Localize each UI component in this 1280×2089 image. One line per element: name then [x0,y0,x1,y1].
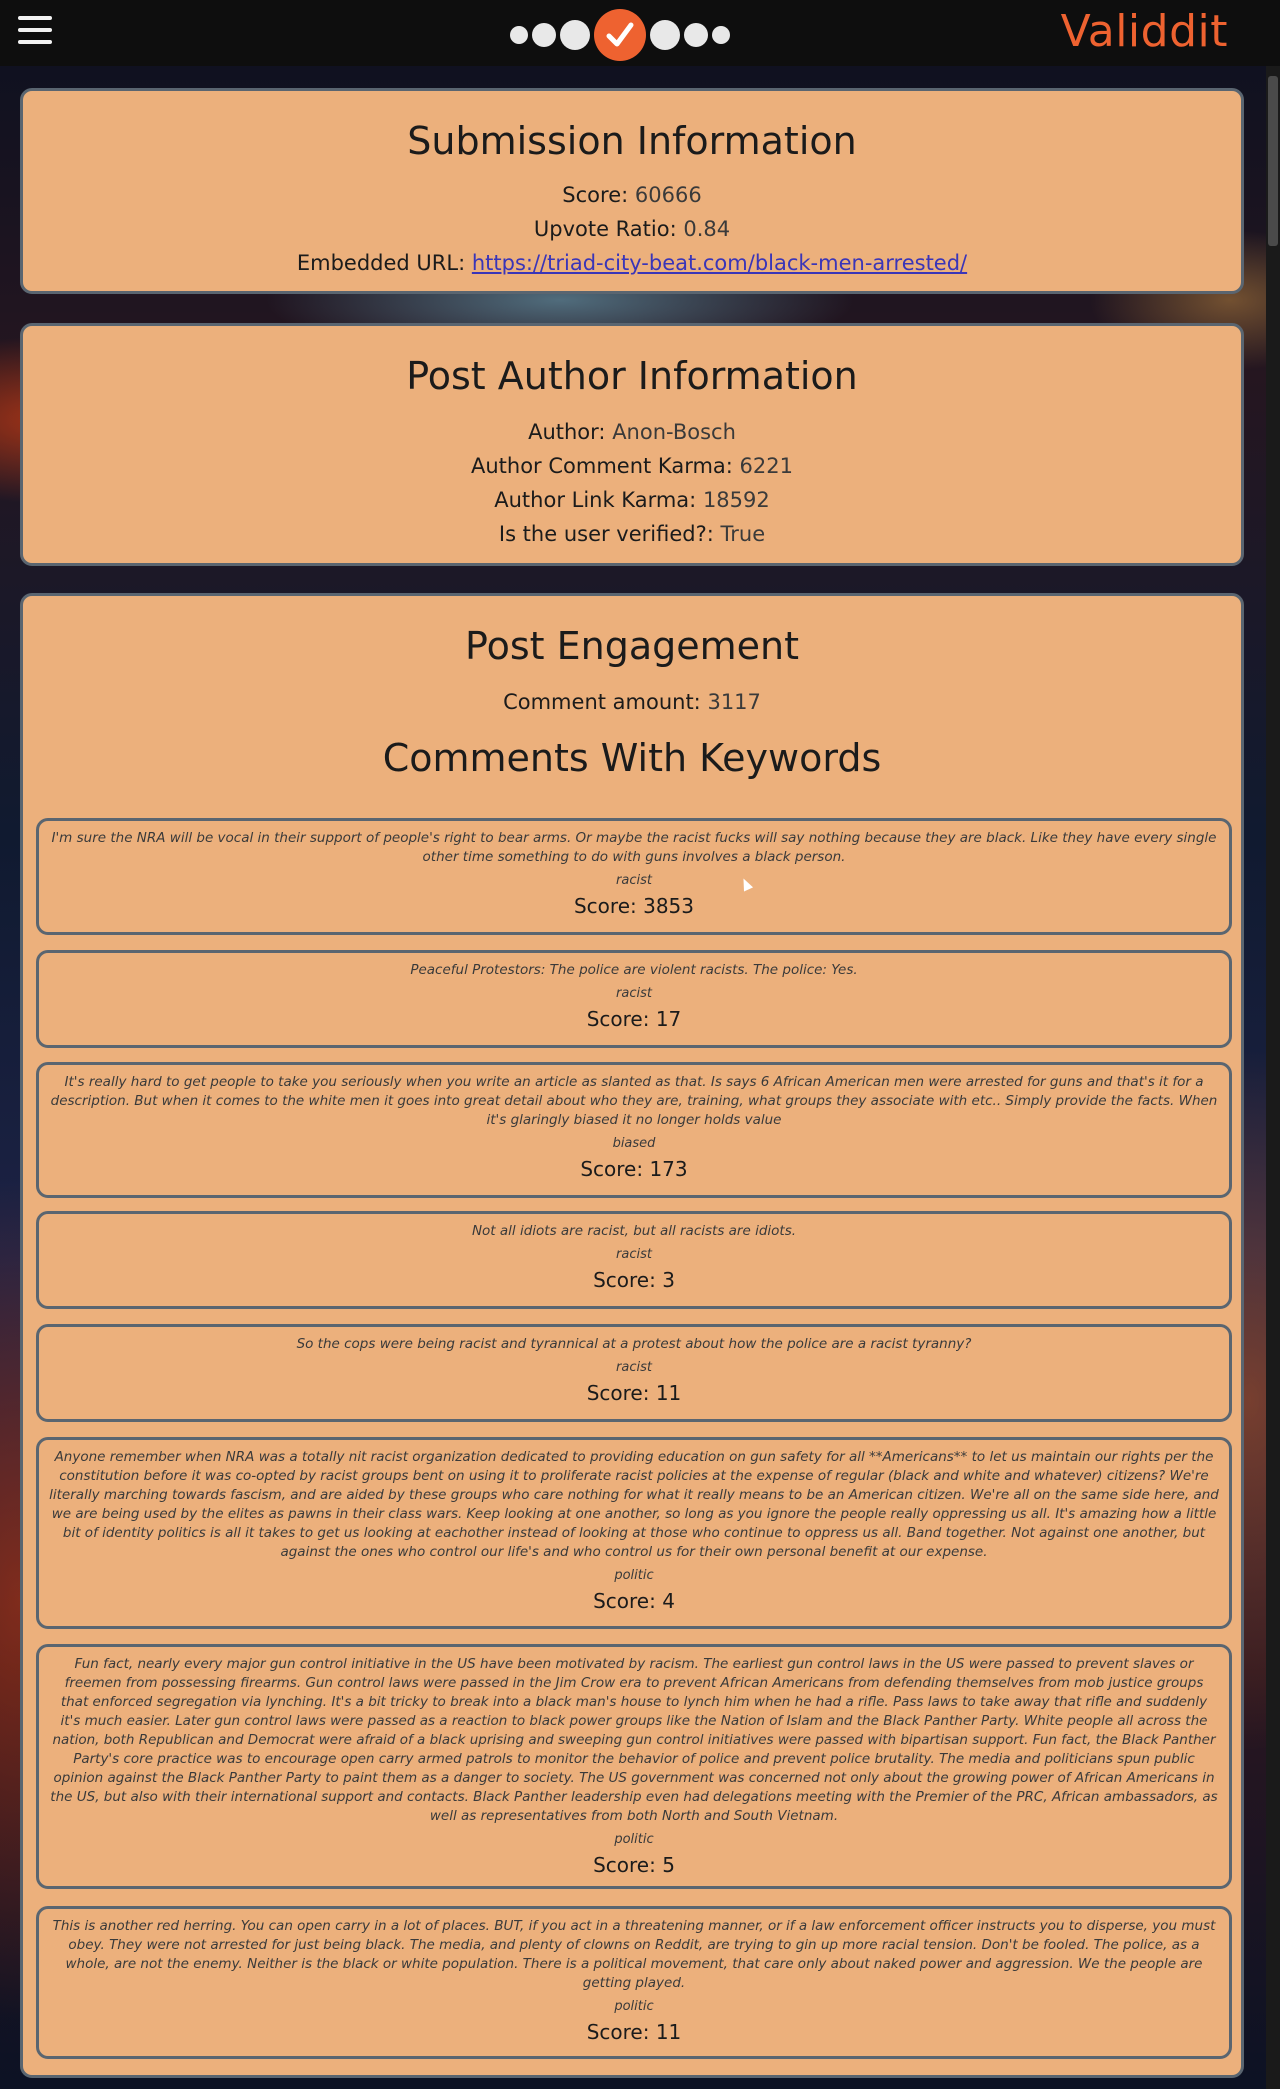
comment-score: Score: 173 [580,1157,688,1181]
comment-card [36,1324,1232,1422]
logo-dot [712,26,730,44]
embedded-url-line [23,251,1241,275]
comment-amount-line [23,690,1241,714]
submission-info-card [20,88,1244,294]
link-karma-value: 18592 [702,488,770,512]
upvote-ratio-label: Upvote Ratio: [533,217,677,241]
page-scrollbar[interactable] [1266,66,1280,2089]
logo-dot [684,23,708,47]
brand-name[interactable]: Validdit [1060,6,1228,57]
comment-keyword: politic [614,1999,654,2014]
comment-card [36,1906,1232,2059]
comment-score: Score: 3 [593,1268,675,1292]
comment-karma-value: 6221 [739,454,793,478]
comment-card [36,1211,1232,1309]
verified-label: Is the user verified?: [498,522,714,546]
score-value: 60666 [634,183,702,207]
comment-text: It's really hard to get people to take you seriously when you write an article as slanted as that. Is says 6 African American men were arrested for guns and that's it for a description. But when it comes to the white men it goes into great detail about who they are, training, what groups they associate with etc.. Simply provide the facts. When it's glaringly biased it no longer holds value [50,1074,1218,1128]
comment-text: Not all idiots are racist, but all racists are idiots. [471,1223,797,1239]
upvote-ratio-value: 0.84 [683,217,731,241]
comment-card [36,1644,1232,1889]
comment-score: Score: 17 [586,1007,682,1031]
comment-score: Score: 11 [586,2020,682,2044]
logo-dot [650,20,680,50]
verified-value: True [720,522,766,546]
upvote-ratio-line [23,217,1241,241]
post-engagement-title: Post Engagement [465,624,799,668]
comment-score: Score: 5 [593,1853,675,1877]
logo-dot [510,26,528,44]
comment-keyword: biased [612,1136,656,1151]
comment-keyword: politic [614,1832,654,1847]
top-navbar [0,0,1280,66]
comment-score: Score: 3853 [573,894,694,918]
author-info-title: Post Author Information [406,354,858,398]
comment-text: Peaceful Protestors: The police are violent racists. The police: Yes. [410,962,858,978]
comment-keyword: politic [614,1568,654,1583]
comment-keyword: racist [616,986,652,1001]
verified-line [23,522,1241,546]
comment-amount-label: Comment amount: [503,690,701,714]
comment-karma-line [23,454,1241,478]
link-karma-label: Author Link Karma: [494,488,697,512]
comment-score: Score: 4 [593,1589,675,1613]
scrollbar-thumb[interactable] [1268,76,1278,246]
comment-text: Fun fact, nearly every major gun control initiative in the US have been motivated by racism. The earliest gun control laws in the US were passed to prevent slaves or freemen from possessing firearms. Gun control laws were passed in the Jim Crow era to prevent African Americans from defending themselves from mob justice groups that enforced segregation via lynching. It's a bit tricky to break into a black man's house to lynch him when he had a rifle. Pass laws to take away that rifle and suddenly it's much easier. Later gun control laws were passed as a reaction to black power groups like the Nation of Islam and the Black Panther Party. White people all across the nation, both Republican and Democrat were afraid of a black uprising and sweeping gun control initiatives were passed with bipartisan support. Fun fact, the Black Panther Party's core practice was to encourage open carry armed patrols to monitor the behavior of police and prevent police brutality. The media and politicians spun public opinion against the Black Panther Party to paint them as a danger to society. The US government was concerned not only about the growing power of African Americans in the US, but also with their international support and contacts. Black Panther leadership even had delegations meeting with the Premier of the PRC, African ambassadors, as well as representatives from both North and South Vietnam. [50,1656,1218,1824]
score-label: Score: [562,183,629,207]
embedded-url-link[interactable]: https://triad-city-beat.com/black-men-arrested/ [471,251,968,275]
author-line [23,420,1241,444]
embedded-url-label: Embedded URL: [296,251,466,275]
comment-karma-label: Author Comment Karma: [470,454,733,478]
comments-with-keywords-title: Comments With Keywords [382,736,882,780]
author-info-card [20,323,1244,566]
comment-keyword: racist [616,873,652,888]
hamburger-menu-icon[interactable] [18,16,52,48]
comment-amount-value: 3117 [707,690,761,714]
logo-dot [560,20,590,50]
comment-card [36,1437,1232,1629]
score-line [23,183,1241,207]
comment-card [36,950,1232,1048]
logo-mark [510,9,734,61]
link-karma-line [23,488,1241,512]
submission-info-title: Submission Information [407,119,857,163]
author-value: Anon-Bosch [612,420,736,444]
comment-keyword: racist [616,1360,652,1375]
comment-text: This is another red herring. You can open carry in a lot of places. BUT, if you act in a threatening manner, or if a law enforcement officer instructs you to disperse, you must obey. They were not arrested for just being black. The media, and plenty of clowns on Reddit, are trying to gin up more racial tension. Don't be fooled. The police, as a whole, are not the enemy. Neither is the black or white population. There is a political movement, that care only about naked power and aggression. We the people are getting played. [52,1918,1216,1991]
comment-score: Score: 11 [586,1381,682,1405]
checkmark-icon [594,9,646,61]
comment-text: Anyone remember when NRA was a totally nit racist organization dedicated to providing education on gun safety for all **Americans** to let us maintain our rights per the constitution before it was co-opted by racist groups bent on using it to proliferate racist policies at the expense of regular (black and white and whatever) citizens? We're literally marching towards fascism, and are aided by these groups who care nothing for what it really means to be an American citizen. We're all on the same side here, and we are being used by the elites as pawns in their class wars. Keep looking at one another, so long as you ignore the people really oppressing us all. It's amazing how a little bit of identity politics is all it takes to get us looking at eachother instead of looking at those who continue to oppress us all. Band together. Not against one another, but against the ones who control our life's and who control us for their own personal benefit at our expense. [49,1449,1219,1560]
comment-text: I'm sure the NRA will be vocal in their support of people's right to bear arms. Or maybe the racist fucks will say nothing because they are black. Like they have every single other time something to do with guns involves a black person. [51,830,1217,865]
comment-card [36,818,1232,935]
comment-card [36,1062,1232,1198]
comment-text: So the cops were being racist and tyrannical at a protest about how the police are a racist tyranny? [296,1336,972,1352]
logo-dot [532,23,556,47]
comment-keyword: racist [616,1247,652,1262]
author-label: Author: [528,420,606,444]
